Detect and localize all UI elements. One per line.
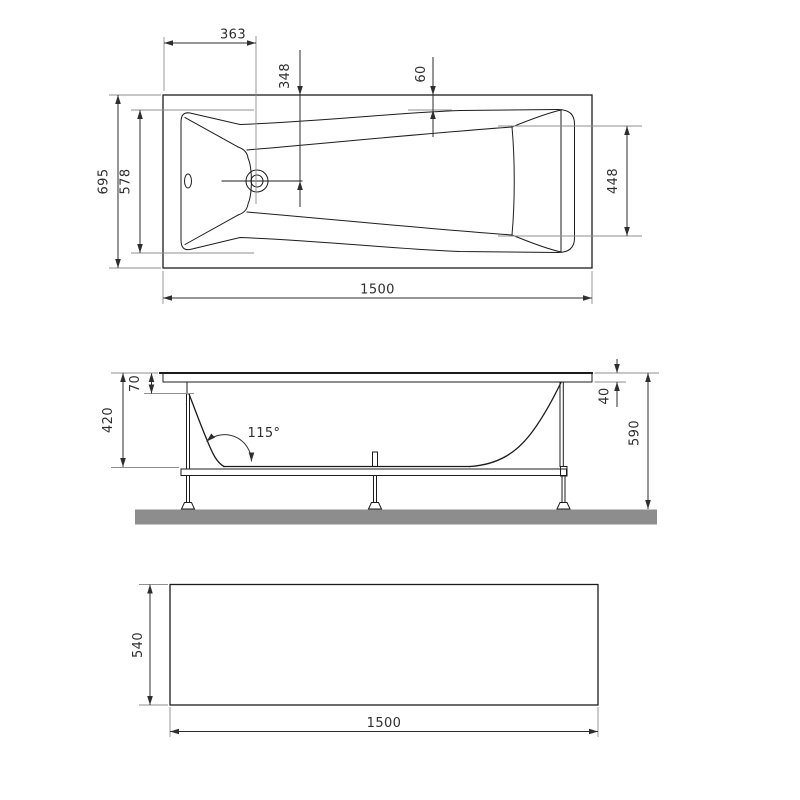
foot-wall-profile-curve — [470, 383, 561, 467]
drain-outlet-stub — [373, 452, 378, 467]
dim-40-label: 40 — [597, 387, 613, 405]
backrest-wall-curve — [189, 394, 224, 467]
ground-bar — [135, 510, 657, 525]
dim-rim-edge-offset — [408, 57, 452, 137]
angle-annotation — [207, 426, 281, 462]
foot-wall-top-curve — [512, 110, 561, 127]
dim-590-label: 590 — [627, 419, 643, 447]
dim-top-length — [163, 271, 592, 304]
dim-448-label: 448 — [606, 167, 621, 195]
dim-drain-offset-y — [278, 50, 300, 207]
dim-1500-panel-label: 1500 — [366, 716, 402, 731]
dim-363-label: 363 — [219, 27, 247, 43]
foot-right — [557, 503, 570, 510]
dim-695-label: 695 — [96, 168, 112, 195]
foot-middle — [369, 503, 382, 510]
angle-arc — [207, 435, 252, 462]
top-view — [97, 28, 643, 305]
dim-540-label: 540 — [131, 631, 146, 659]
front-panel-outline — [170, 585, 598, 706]
angle-115-label: 115° — [247, 426, 281, 441]
foot-left — [182, 503, 195, 510]
bowl-floor-foot-edge — [512, 127, 514, 235]
dim-60-label: 60 — [414, 65, 429, 83]
overflow-hole — [185, 174, 192, 188]
dim-420-label: 420 — [101, 406, 116, 434]
dim-rim-drop — [128, 373, 194, 394]
dim-578-label: 578 — [118, 168, 134, 195]
dim-panel-height — [131, 585, 168, 706]
dim-rim-thickness — [595, 359, 627, 407]
frame-rail — [181, 469, 567, 476]
bowl-edge-top-line — [247, 127, 512, 150]
dim-70-label: 70 — [128, 374, 143, 393]
bowl-edge-bottom-line — [247, 212, 512, 235]
dim-1500-label: 1500 — [360, 282, 395, 298]
dim-drain-offset-x — [164, 28, 256, 205]
dim-348-label: 348 — [278, 62, 293, 90]
dim-panel-length — [170, 707, 598, 737]
foot-wall-bottom-curve — [512, 235, 561, 252]
side-view — [101, 359, 659, 525]
panel-view — [131, 585, 598, 738]
dim-inner-width-foot-end — [498, 126, 642, 236]
